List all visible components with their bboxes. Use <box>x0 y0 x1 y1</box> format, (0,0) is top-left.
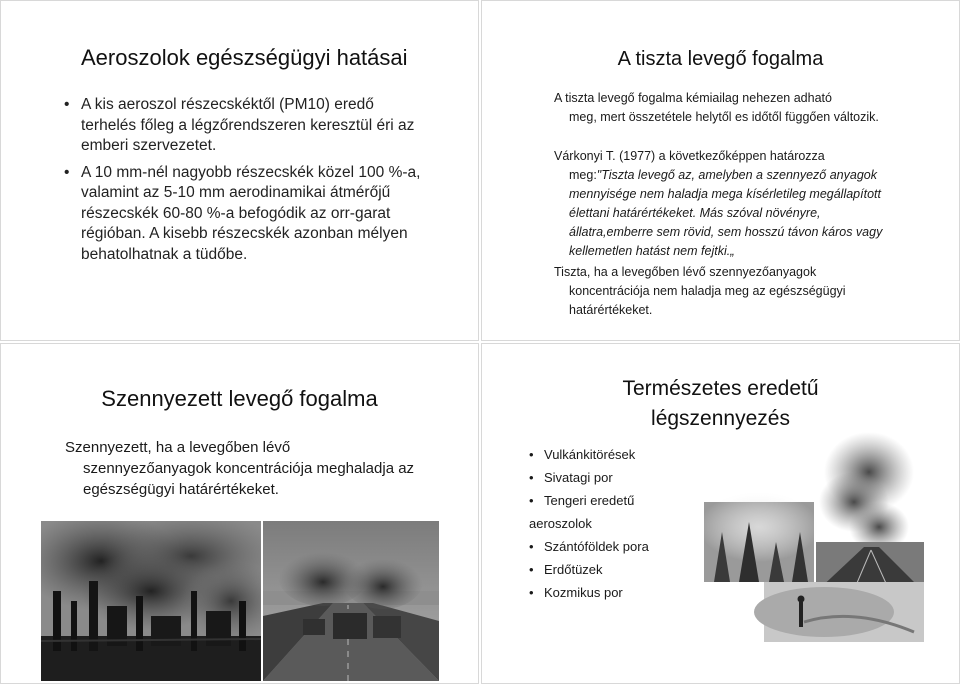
paragraph-polluted <box>65 437 445 500</box>
bullet-item: • Kozmikus por <box>544 581 704 604</box>
bullet-item: • Sivatagi por <box>544 466 704 489</box>
paragraph-continuation: koncentrációja nem haladja meg az egészségügyi határértékeket. <box>569 284 846 317</box>
bullet-list <box>81 95 421 271</box>
quote-text: "Tiszta levegő az, amelyben a szennyező anyagok mennyisége nem haladja mega kísérletileg megállapított élettani határértékeket. Más szóval növényre, állatra,emberre sem rövid, sem hosszú távon káros vagy kellemetlen hatást nem fejtki.„ <box>569 168 883 258</box>
slide-title: A tiszta levegő fogalma <box>617 48 824 70</box>
title-line: Természetes eredetű <box>622 377 819 400</box>
natural-pollution-collage <box>704 432 924 642</box>
paragraph-continuation: szennyezőanyagok koncentrációja meghaladja az egészségügyi határértékeket. <box>83 460 415 498</box>
slide-natural-pollution <box>481 343 960 684</box>
paragraph-text: meg: <box>569 168 597 182</box>
bullet-item: • Szántóföldek pora <box>544 535 704 558</box>
industrial-smoke-photo <box>41 521 261 681</box>
paragraph-line: A tiszta levegő fogalma kémiailag nehezen adható <box>554 91 832 105</box>
bullet-item: • Vulkánkitörések <box>544 443 704 466</box>
bullet-item: • Tengeri eredetű <box>544 489 704 512</box>
slide-title <box>482 374 959 434</box>
bullet-item: • A kis aeroszol részecskéktől (PM10) eredő terhelés főleg a légzőrendszeren keresztül éri az emberi szervezetet. <box>81 95 421 157</box>
bullet-item: • A 10 mm-nél nagyobb részecskék közel 100 %-a, valamint az 5-10 mm aerodinamikai átmérőjű részecskék 60-80 %-a befogódik az orr-garat régióban. A kisebb részecskék azonban mélyen behatolhatnak a tüdőbe. <box>81 163 421 266</box>
paragraph-line: Tiszta, ha a levegőben lévő szennyezőanyagok <box>554 265 817 279</box>
paragraph-line: Várkonyi T. (1977) a következőképpen határozza <box>554 149 825 163</box>
paragraph-continuation: meg, mert összetétele helytől es időtől függően változik. <box>569 110 879 124</box>
highway-smog-photo <box>263 521 439 681</box>
slide-aerosol-health <box>0 0 479 341</box>
paragraph-line: Szennyezett, ha a levegőben lévő <box>65 439 291 456</box>
bullet-list <box>529 443 704 604</box>
slide-title: Aeroszolok egészségügyi hatásai <box>81 45 408 70</box>
paragraph-definition <box>554 89 884 127</box>
paragraph-varkonyi <box>554 147 884 261</box>
slide-title: Szennyezett levegő fogalma <box>101 386 378 411</box>
slide-polluted-air <box>0 343 479 684</box>
slide-clean-air <box>481 0 960 341</box>
paragraph-continuation <box>554 166 884 261</box>
bullet-item: aeroszolok <box>529 516 592 531</box>
paragraph-clean <box>554 263 884 320</box>
title-line: légszennyezés <box>651 407 790 430</box>
bullet-item: • Erdőtüzek <box>544 558 704 581</box>
